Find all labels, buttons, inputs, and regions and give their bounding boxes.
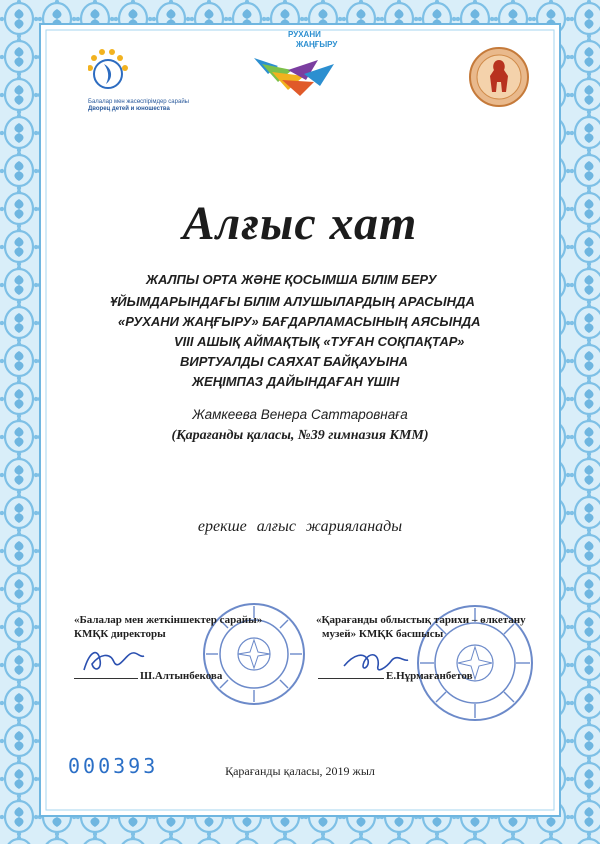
left-signature-line (74, 678, 138, 679)
body-line-6: ЖЕҢІМПАЗ ДАЙЫНДАҒАН ҮШІН (192, 374, 400, 389)
recipient-name: Жамкеева Венера Саттаровнаға (192, 407, 408, 422)
right-signatory-org-line1: «Қарағанды облыстық тарихи – өлкетану (316, 614, 526, 626)
left-signatory-org-line1: «Балалар мен жеткіншектер сарайы» (74, 614, 263, 626)
body-line-1: ЖАЛПЫ ОРТА ЖӘНЕ ҚОСЫМША БІЛІМ БЕРУ (146, 272, 437, 287)
left-signatory-name: Ш.Алтынбекова (140, 670, 223, 682)
org-left-name-ru: Дворец детей и юношества (88, 106, 170, 112)
right-signatory-name: Е.Нұрмағанбетов (386, 670, 473, 682)
left-signatory-org-line2: КМҚК директоры (74, 628, 166, 640)
body-line-4: VIII АШЫҚ АЙМАҚТЫҚ «ТУҒАН СОҚПАҚТАР» (174, 334, 465, 349)
body-line-5: ВИРТУАЛДЫ САЯХАТ БАЙҚАУЫНА (180, 354, 408, 369)
award-text: ерекше алғыс жарияланады (197, 518, 403, 535)
rukhani-label-line1: РУХАНИ (288, 30, 321, 39)
rukhani-label-line2: ЖАҢҒЫРУ (296, 40, 338, 49)
footer-place-year: Қарағанды қаласы, 2019 жыл (225, 764, 375, 778)
body-line-3: «РУХАНИ ЖАҢҒЫРУ» БАҒДАРЛАМАСЫНЫҢ АЯСЫНДА (118, 314, 481, 329)
certificate-title: Алғыс хат (182, 197, 418, 250)
recipient-school: (Қарағанды қаласы, №39 гимназия КММ) (171, 428, 429, 443)
serial-number: 000393 (68, 754, 159, 778)
org-left-name-kz: Балалар мен жасөспірімдер сарайы (88, 99, 189, 105)
body-line-2: ҰЙЫМДАРЫНДАҒЫ БІЛІМ АЛУШЫЛАРДЫҢ АРАСЫНДА (110, 294, 475, 309)
right-signatory-org-line2: музей» КМҚК басшысы (322, 628, 444, 640)
museum-emblem-logo (468, 46, 530, 108)
right-signature-line (318, 678, 384, 679)
